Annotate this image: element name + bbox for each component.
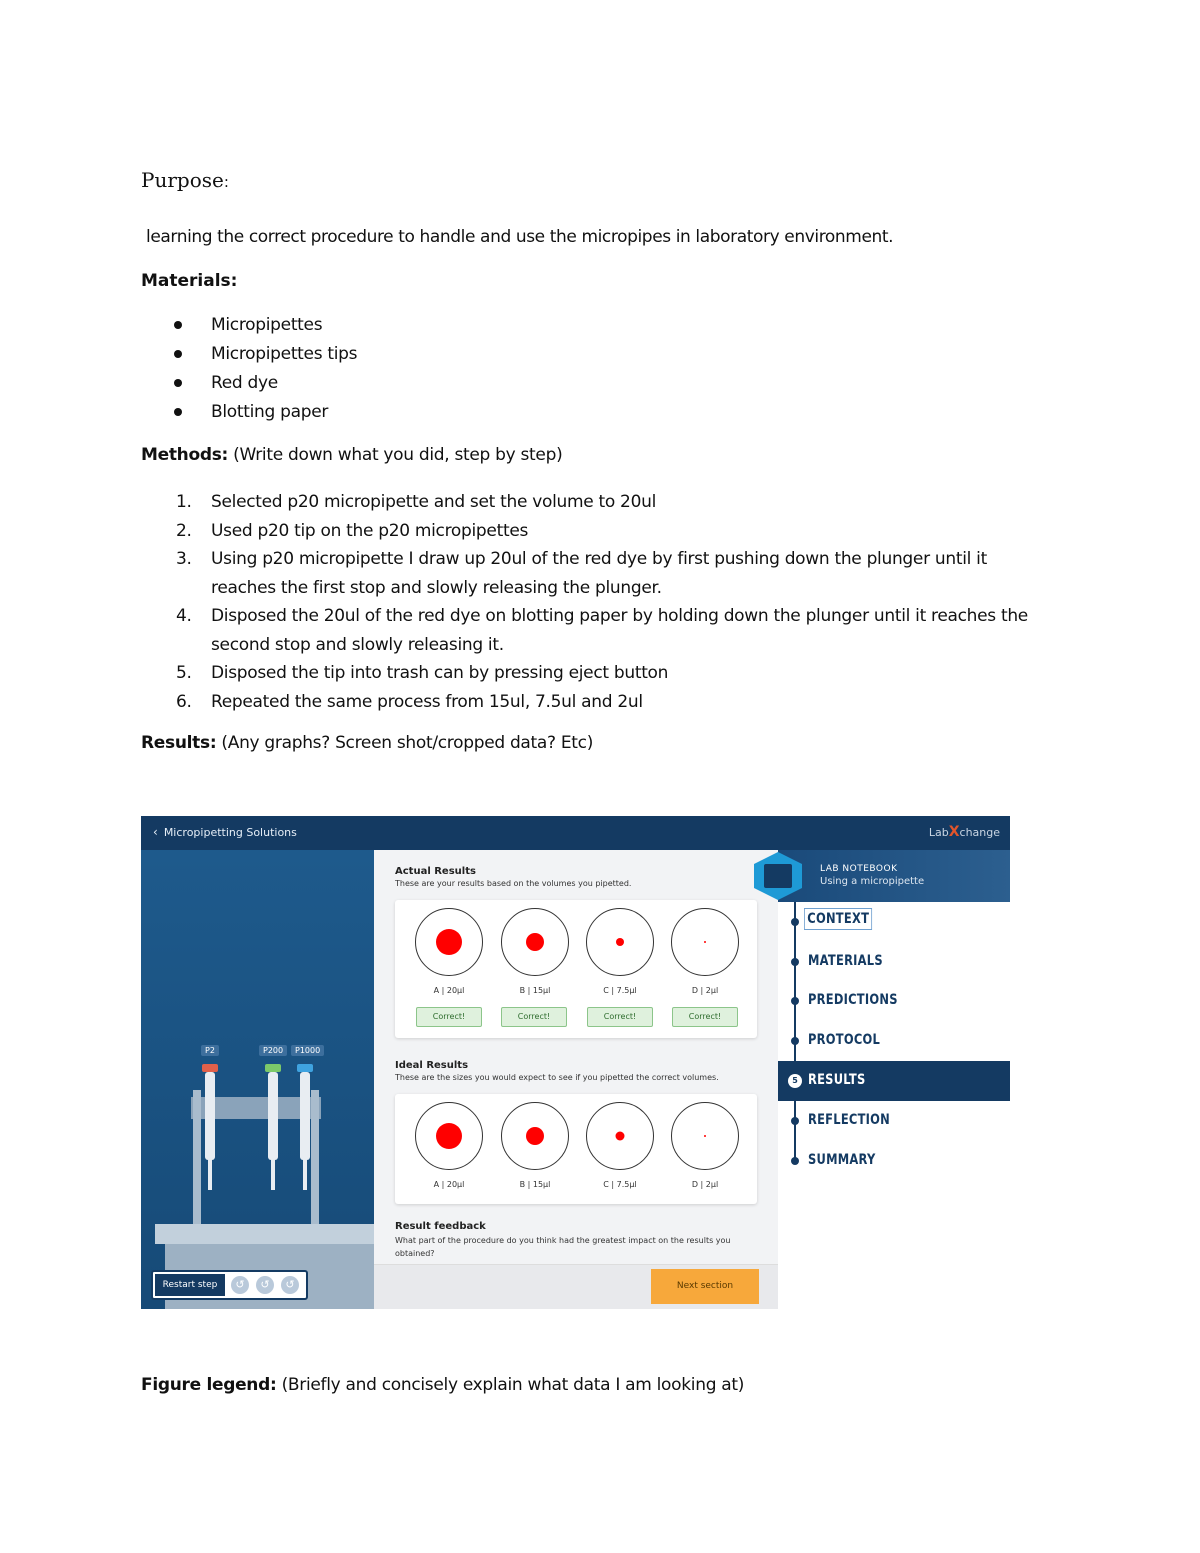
status-badge: Correct!	[672, 1007, 738, 1027]
restart-step-button[interactable]: Restart step	[155, 1274, 225, 1296]
timeline-node	[791, 918, 799, 926]
timeline-node	[791, 1037, 799, 1045]
dye-spot	[616, 1132, 625, 1141]
results-panel	[374, 850, 778, 1309]
method-step: 1. Selected p20 micropipette and set the volume to 20ul	[176, 492, 656, 512]
pipette-p2[interactable]	[205, 1072, 215, 1160]
well-label: D | 2µl	[691, 986, 719, 995]
well-label: B | 15µl	[519, 1180, 551, 1189]
pipette-tip	[271, 1160, 275, 1190]
dye-spot	[704, 941, 706, 943]
feedback-question: What part of the procedure do you think had the greatest impact on the results you obtained?	[395, 1236, 731, 1258]
method-step: 2. Used p20 tip on the p20 micropipettes	[176, 520, 529, 541]
timeline-node	[791, 997, 799, 1005]
timeline-node	[791, 1157, 799, 1165]
results-heading: Results: (Any graphs? Screen shot/cropped data? Etc)	[141, 733, 594, 753]
well-b	[501, 1102, 569, 1170]
method-step: 6. Repeated the same process from 15ul, 7.5ul and 2ul	[176, 691, 643, 712]
brand-logo: LabXchange	[928, 824, 1000, 840]
notebook-header	[778, 850, 1010, 902]
status-badge: Correct!	[501, 1007, 567, 1027]
pipette-p200[interactable]	[268, 1072, 278, 1160]
step-number-badge: 5	[788, 1074, 802, 1088]
well-d	[671, 1102, 739, 1170]
well-c	[586, 908, 654, 976]
undo-icon[interactable]: ↺	[231, 1276, 249, 1294]
status-badge: Correct!	[587, 1007, 653, 1027]
figure-legend-heading: Figure legend: (Briefly and concisely explain what data I am looking at)	[141, 1375, 745, 1395]
methods-list	[176, 488, 1056, 716]
well-label: A | 20µl	[433, 1180, 465, 1189]
undo-icon[interactable]: ↺	[256, 1276, 274, 1294]
methods-heading: Methods: (Write down what you did, step by step)	[141, 445, 563, 465]
method-step: 4. Disposed the 20ul of the red dye on blotting paper by holding down the plunger until it reaches the second stop and slowly releasing it.	[176, 606, 1028, 655]
pipette-tag-p1000: P1000	[291, 1045, 324, 1056]
pipette-tip	[303, 1160, 307, 1190]
well-d	[671, 908, 739, 976]
list-item: Micropipettes	[172, 315, 357, 344]
back-link[interactable]: ‹ Micropipetting Solutions	[153, 825, 297, 839]
bullet-icon	[174, 408, 182, 416]
materials-list	[172, 315, 357, 431]
next-section-button[interactable]: Next section	[651, 1269, 759, 1304]
nav-item-protocol[interactable]: PROTOCOL	[778, 1021, 1010, 1061]
materials-heading: Materials:	[141, 271, 238, 291]
purpose-heading: Purpose:	[141, 168, 229, 192]
well-a	[415, 1102, 483, 1170]
dye-spot	[526, 1127, 544, 1145]
panel-footer	[374, 1264, 778, 1309]
nav-item-materials[interactable]: MATERIALS	[778, 942, 1010, 982]
pipette-tag-p200: P200	[259, 1045, 287, 1056]
restart-toolbar	[151, 1270, 308, 1300]
list-item: Blotting paper	[172, 402, 357, 431]
dye-spot	[526, 933, 544, 951]
pipette-tip	[208, 1160, 212, 1190]
dye-spot	[704, 1135, 706, 1137]
purpose-text: learning the correct procedure to handle and use the micropipes in laboratory environment.	[146, 227, 894, 247]
bullet-icon	[174, 379, 182, 387]
pipette-p1000[interactable]	[300, 1072, 310, 1160]
plunger-cap	[202, 1064, 218, 1072]
dye-spot	[436, 929, 462, 955]
well-label: D | 2µl	[691, 1180, 719, 1189]
nav-item-context[interactable]: CONTEXT	[778, 902, 1010, 942]
well-label: C | 7.5µl	[603, 986, 637, 995]
rack-leg	[311, 1090, 319, 1230]
well-a	[415, 908, 483, 976]
feedback-title: Result feedback	[395, 1221, 486, 1232]
app-header	[141, 816, 1010, 850]
method-step: 3. Using p20 micropipette I draw up 20ul of the red dye by first pushing down the plunger until it reaches the first stop and slowly releasing the plunger.	[176, 549, 987, 598]
well-c	[586, 1102, 654, 1170]
bench-top	[155, 1224, 374, 1244]
method-step: 5. Disposed the tip into trash can by pressing eject button	[176, 663, 669, 683]
chevron-left-icon: ‹	[153, 825, 158, 839]
notebook-subtitle: Using a micropipette	[820, 876, 925, 887]
undo-icon[interactable]: ↺	[281, 1276, 299, 1294]
bullet-icon	[174, 350, 182, 358]
actual-results-title: Actual Results	[395, 866, 476, 877]
status-badge: Correct!	[416, 1007, 482, 1027]
notebook-title: LAB NOTEBOOK	[820, 864, 898, 874]
ideal-results-title: Ideal Results	[395, 1060, 469, 1071]
list-item: Micropipettes tips	[172, 344, 357, 373]
rack-leg	[193, 1090, 201, 1230]
nav-item-results[interactable]: 5 RESULTS	[778, 1061, 1010, 1101]
well-b	[501, 908, 569, 976]
nav-item-summary[interactable]: SUMMARY	[778, 1141, 1010, 1181]
ideal-results-card	[395, 1094, 757, 1204]
nav-item-reflection[interactable]: REFLECTION	[778, 1101, 1010, 1141]
plunger-cap	[297, 1064, 313, 1072]
actual-results-subtitle: These are your results based on the volumes you pipetted.	[395, 879, 632, 888]
well-label: B | 15µl	[519, 986, 551, 995]
list-item: Red dye	[172, 373, 357, 402]
timeline-node	[791, 1117, 799, 1125]
well-label: A | 20µl	[433, 986, 465, 995]
lab-bench-scene	[141, 850, 374, 1309]
pipette-tag-p2: P2	[201, 1045, 219, 1056]
dye-spot	[436, 1123, 462, 1149]
dye-spot	[616, 938, 624, 946]
actual-results-card	[395, 900, 757, 1038]
ideal-results-subtitle: These are the sizes you would expect to see if you pipetted the correct volumes.	[395, 1073, 719, 1082]
lab-notebook	[778, 850, 1010, 1309]
timeline-node	[791, 958, 799, 966]
plunger-cap	[265, 1064, 281, 1072]
lab-screenshot	[141, 816, 1010, 1309]
nav-item-predictions[interactable]: PREDICTIONS	[778, 981, 1010, 1021]
well-label: C | 7.5µl	[603, 1180, 637, 1189]
bullet-icon	[174, 321, 182, 329]
